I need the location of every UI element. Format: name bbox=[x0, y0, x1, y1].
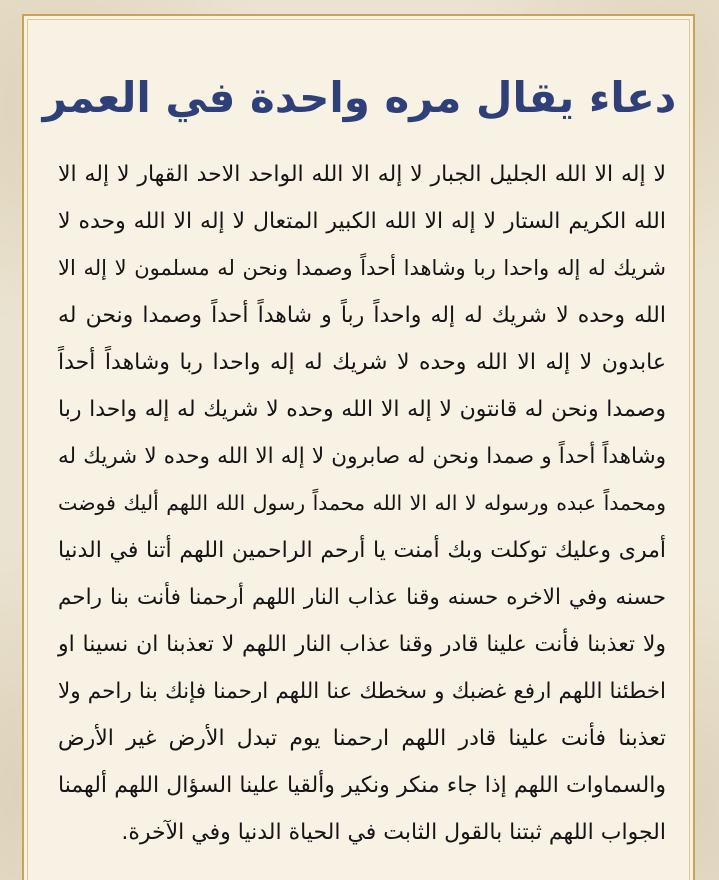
prayer-line: شريك له إله واحدا ربا وشاهدا أحداً وصمدا ونحن له مسلمون لا إله الا bbox=[58, 256, 666, 280]
prayer-line: ومحمداً عبده ورسوله لا اله الا الله محمداً رسول الله اللهم أليك فوضت bbox=[58, 491, 666, 515]
prayer-line: أمرى وعليك توكلت وبك أمنت يا أرحم الراحمين اللهم أتنا في الدنيا bbox=[58, 538, 666, 563]
page-title: دعاء يقال مره واحدة في العمر bbox=[42, 73, 677, 122]
prayer-line: لا إله الا الله الجليل الجبار لا إله الا الله الواحد الاحد القهار لا إله الا bbox=[58, 162, 666, 187]
prayer-line: وصمدا ونحن له قانتون لا إله الا الله وحده لا شريك له إله واحدا ربا bbox=[58, 397, 666, 422]
prayer-line: اخطئنا اللهم ارفع غضبك و سخطك عنا اللهم ارحمنا فإنك بنا راحم ولا bbox=[58, 679, 666, 704]
prayer-line: تعذبنا فأنت علينا قادر اللهم ارحمنا يوم تبدل الأرض غير الأرض bbox=[58, 726, 666, 751]
prayer-line: حسنه وفي الاخره حسنه وقنا عذاب النار اللهم أرحمنا فأنت بنا راحم bbox=[58, 585, 666, 610]
prayer-line: الله الكريم الستار لا إله الا الله الكبير المتعال لا إله الا الله وحده لا bbox=[58, 209, 666, 234]
prayer-line: ولا تعذبنا فأنت علينا قادر وقنا عذاب النار اللهم لا تعذبنا ان نسينا او bbox=[58, 632, 666, 657]
prayer-line: عابدون لا إله الا الله وحده لا شريك له إله واحدا ربا وشاهداً أحداً bbox=[58, 350, 666, 375]
prayer-line: الجواب اللهم ثبتنا بالقول الثابت في الحياة الدنيا وفي الآخرة. bbox=[121, 820, 666, 845]
prayer-text bbox=[58, 151, 666, 856]
prayer-line: والسماوات اللهم إذا جاء منكر ونكير وألقيا علينا السؤال اللهم ألهمنا bbox=[58, 773, 666, 798]
prayer-line: الله وحده لا شريك له إله واحداً رباً و شاهداً أحداً وصمدا ونحن له bbox=[58, 303, 666, 328]
prayer-line: وشاهداً أحداً و صمدا ونحن له صابرون لا إله الا الله وحده لا شريك له bbox=[58, 444, 666, 469]
